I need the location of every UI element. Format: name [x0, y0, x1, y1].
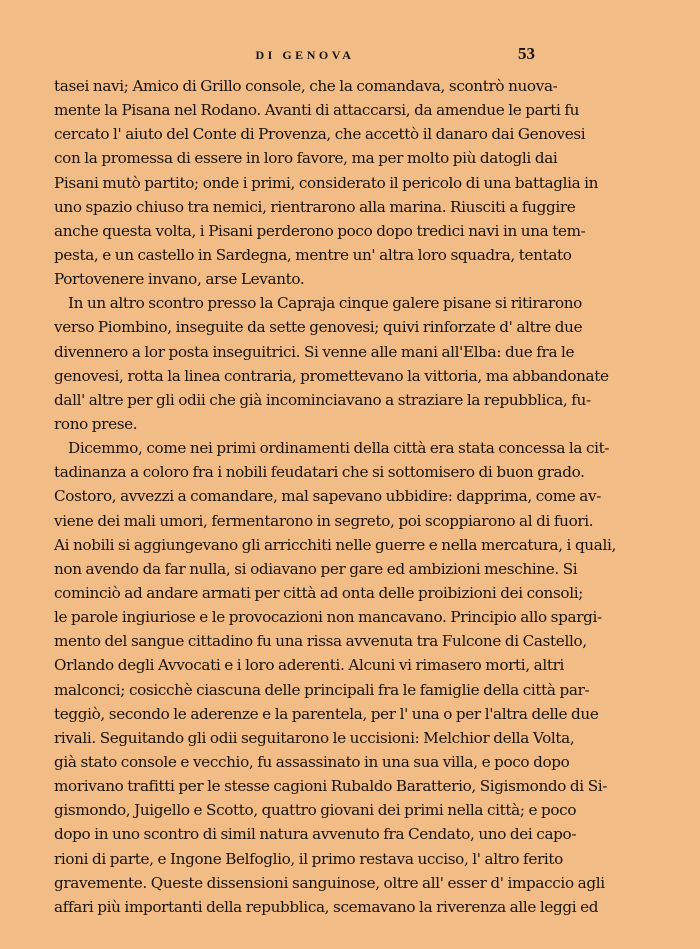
text-line: Ai nobili si aggiungevano gli arricchiti nelle guerre e nella mercatura, i quali,: [54, 535, 616, 554]
paragraph: [54, 436, 616, 919]
text-line: rioni di parte, e Ingone Belfoglio, il primo restava ucciso, l' altro ferito: [54, 849, 563, 868]
text-line: divennero a lor posta inseguitrici. Si venne alle mani all'Elba: due fra le: [54, 342, 575, 361]
text-line: In un altro scontro presso la Capraja cinque galere pisane si ritirarono: [68, 294, 582, 313]
text-line: cercato l' aiuto del Conte di Provenza, che accettò il danaro dai Genovesi: [54, 125, 586, 144]
text-line: viene dei mali umori, fermentarono in segreto, poi scoppiarono al di fuori.: [54, 511, 594, 530]
text-line: gravemente. Queste dissensioni sanguinose, oltre all' esser d' impaccio agli: [54, 873, 605, 892]
text-line: già stato console e vecchio, fu assassinato in una sua villa, e poco dopo: [54, 752, 570, 771]
text-line: mente la Pisana nel Rodano. Avanti di attaccarsi, da amendue le parti fu: [54, 101, 580, 120]
page-number: 53: [518, 44, 535, 63]
text-line: genovesi, rotta la linea contraria, promettevano la vittoria, ma abbandonate: [54, 366, 609, 385]
text-line: verso Piombino, inseguite da sette genovesi; quivi rinforzate d' altre due: [54, 318, 583, 337]
text-line: cominciò ad andare armati per città ad onta delle proibizioni dei consoli;: [54, 583, 584, 602]
text-line: affari più importanti della repubblica, scemavano la riverenza alle leggi ed: [54, 897, 599, 916]
text-line: Orlando degli Avvocati e i loro aderenti. Alcuni vi rimasero morti, altri: [54, 656, 565, 675]
paragraph: [54, 74, 599, 291]
text-line: dall' altre per gli odii che già incominciavano a straziare la repubblica, fu-: [54, 390, 591, 409]
running-title: DI GENOVA: [255, 48, 355, 62]
text-line: tadinanza a coloro fra i nobili feudatari che si sottomisero di buon grado.: [54, 463, 585, 482]
body-text: [54, 74, 616, 919]
text-line: tasei navi; Amico di Grillo console, che la comandava, scontrò nuova-: [54, 77, 558, 95]
text-line: rivali. Seguitando gli odii seguitarono le uccisioni: Melchior della Volta,: [54, 728, 575, 747]
text-line: dopo in uno scontro di simil natura avvenuto fra Cendato, uno dei capo-: [54, 825, 577, 844]
text-line: Pisani mutò partito; onde i primi, considerato il pericolo di una battaglia in: [54, 173, 599, 192]
text-line: gismondo, Juigello e Scotto, quattro giovani dei primi nella città; e poco: [54, 801, 577, 820]
text-line: con la promessa di essere in loro favore, ma per molto più datogli dai: [54, 149, 558, 168]
text-line: Portovenere invano, arse Levanto.: [54, 270, 305, 289]
text-line: Dicemmo, come nei primi ordinamenti della città era stata concessa la cit-: [68, 439, 610, 458]
text-line: anche questa volta, i Pisani perderono poco dopo tredici navi in una tem-: [54, 221, 586, 240]
text-line: mento del sangue cittadino fu una rissa avvenuta tra Fulcone di Castello,: [54, 632, 587, 651]
text-line: morivano trafitti per le stesse cagioni Rubaldo Baratterio, Sigismondo di Si-: [54, 777, 608, 796]
text-line: malconci; cosicchè ciascuna delle principali fra le famiglie della città par-: [54, 680, 590, 699]
page-header: [0, 44, 700, 68]
text-line: Costoro, avvezzi a comandare, mal sapevano ubbidire: dapprima, come av-: [54, 487, 601, 506]
text-line: uno spazio chiuso tra nemici, rientrarono alla marina. Riusciti a fuggire: [54, 197, 576, 216]
text-line: pesta, e un castello in Sardegna, mentre un' altra loro squadra, tentato: [54, 245, 572, 264]
text-line: non avendo da far nulla, si odiavano per gare ed ambizioni meschine. Si: [54, 559, 578, 578]
text-line: rono prese.: [54, 414, 138, 433]
paragraph: [54, 291, 609, 436]
text-line: teggiò, secondo le aderenze e la parentela, per l' una o per l'altra delle due: [54, 704, 599, 723]
text-line: le parole ingiuriose e le provocazioni non mancavano. Principio allo spargi-: [54, 608, 602, 627]
